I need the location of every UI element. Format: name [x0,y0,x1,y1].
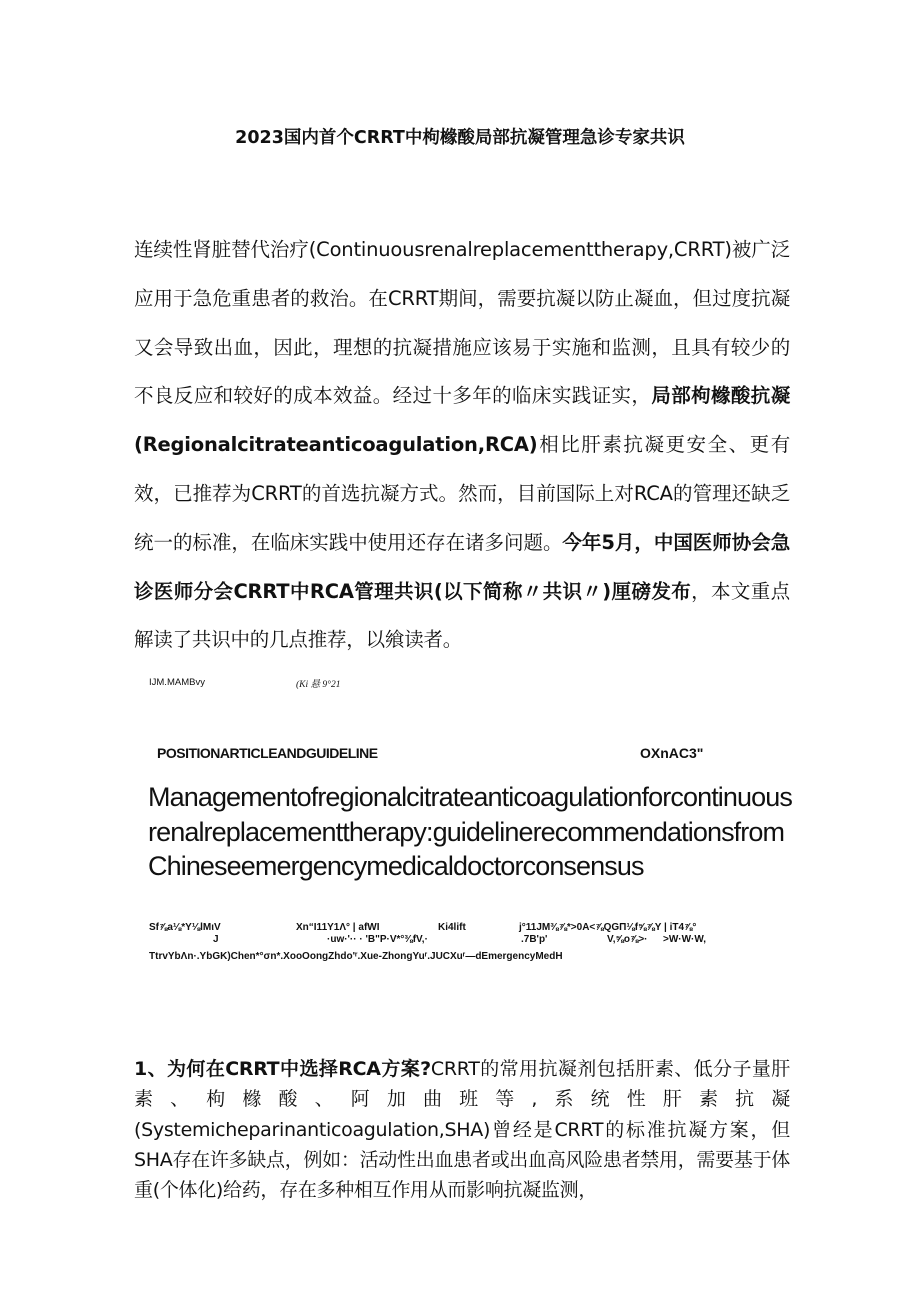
article-type-label: POSITIONARTICLEANDGUIDELINE [157,745,378,761]
intro-bold-rca: 局部枸橼酸抗凝(Regionalcitrateanticoagulation,RCA) [134,384,790,457]
journal-header-left: IJM.MAMBvy [149,677,205,688]
article-code: OXnAC3" [640,745,704,761]
intro-text-2: 相比肝素抗凝更安全、更有效，已推荐为CRRT的首选抗凝方式。然而，目前国际上对RCA的管理还缺乏统一的标准，在临床实践中使用还存在诸多问题。 [134,433,790,554]
author-meta-6: ·uw·'·· · 'B"P·V*°⅜fV,· [327,934,428,945]
section-1-heading: 1、为何在CRRT中选择RCA方案? [134,1058,431,1080]
author-meta-3: Ki4lift [438,922,466,933]
section-1-body: CRRT的常用抗凝剂包括肝素、低分子量肝素、枸橼酸、阿加曲班等,系统性肝素抗凝(Systemicheparinanticoagulation,SHA)曾经是CRRT的标准抗凝方案，但SHA存在许多缺点，例如：活动性出血患者或出血高风险患者禁用，需要基于体重(个体化)给药，存在多种相互作用从而影响抗凝监测， [134,1058,790,1202]
article-title: Managementofregionalcitrateanticoagulationforcontinuousrenalreplacementtherapy:guidelinerecommendationsfromChineseemergencymedicaldoctorconsensus [148,782,792,881]
author-meta-5: J [213,934,219,945]
author-meta-7: .7B'p' [521,934,548,945]
intro-bold-release: 今年5月，中国医师协会急诊医师分会CRRT中RCA管理共识(以下简称〃共识〃)厘磅发布 [134,530,790,603]
intro-text-3: ，本文重点解读了共识中的几点推荐，以飨读者。 [134,579,790,652]
document-title: 2023国内首个CRRT中枸橼酸局部抗凝管理急诊专家共识 [235,128,685,148]
author-meta-9: >W·W·W, [663,934,707,945]
author-meta-8: V,⅝o⅞>· [607,934,648,945]
author-meta-1: Sf⅞a⅛*Y⅛lMιV [149,922,221,933]
author-meta-4: j°11JM⅜⅞*>0A<⅞QGΠ⅛f⅝⅞Y | iT4⅞° [519,922,697,933]
journal-header-right: (Ki 悬 9°21 [296,680,341,690]
intro-text-1: 连续性肾脏替代治疗(Continuousrenalreplacementtherapy,CRRT)被广泛应用于急危重患者的救治。在CRRT期间，需要抗凝以防止凝血，但过度抗凝又会导致出血，因此，理想的抗凝措施应该易于实施和监测，且具有较少的不良反应和较好的成本效益。经过十多年的临床实践证实， [134,238,790,408]
author-list: TtrvYbΛn·.YbGK)Chen*°σn*.XooOongZhdo'ʳ.Xue-ZhongYuʳ.JUCXuʳ—dEmergencyMedH [149,951,563,962]
intro-paragraph [134,226,790,665]
author-meta-2: Xn“I11Y1Λ° | afWI [296,922,380,933]
section-1 [134,1054,790,1205]
